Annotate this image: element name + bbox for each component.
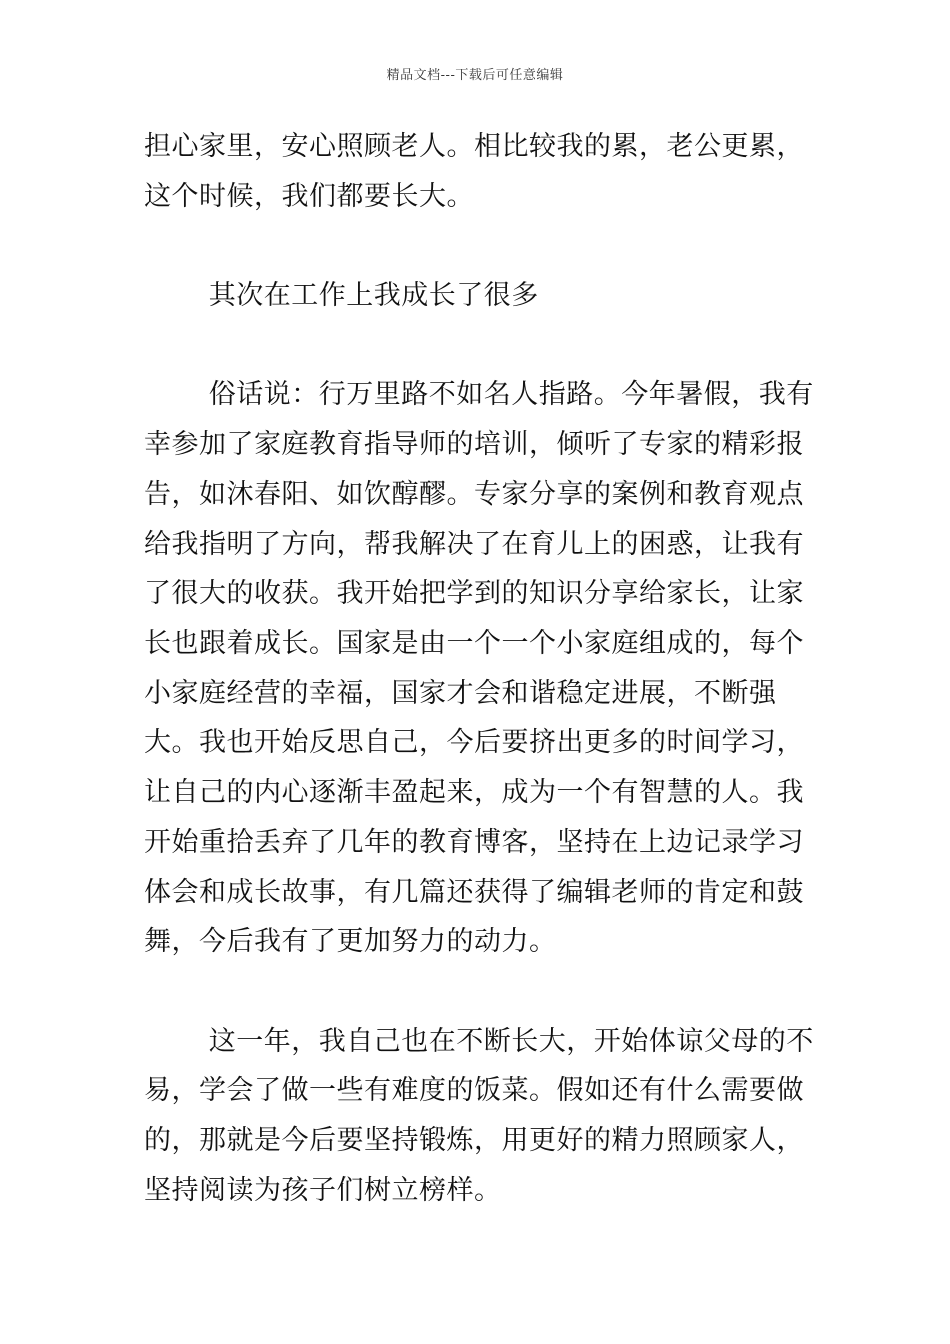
paragraph-gap: [144, 221, 816, 271]
paragraph-gap: [144, 321, 816, 371]
paragraph-1: 担心家里，安心照顾老人。相比较我的累，老公更累，这个时候，我们都要长大。: [144, 131, 804, 212]
section-heading: 其次在工作上我成长了很多: [208, 280, 539, 312]
paragraph-gap: [144, 967, 816, 1017]
document-body: [144, 122, 816, 1215]
paragraph-3: 这一年，我自己也在不断长大，开始体谅父母的不易，学会了做一些有难度的饭菜。假如还有什么需要做的，那就是今后要坚持锻炼，用更好的精力照顾家人，坚持阅读为孩子们树立榜样。: [144, 1025, 814, 1206]
page-header: 精品文档---下载后可任意编辑: [386, 68, 564, 83]
paragraph-2: 俗话说：行万里路不如名人指路。今年暑假，我有幸参加了家庭教育指导师的培训，倾听了专家的精彩报告，如沐春阳、如饮醇醪。专家分享的案例和教育观点给我指明了方向，帮我解决了在育儿上的困惑，让我有了很大的收获。我开始把学到的知识分享给家长，让家长也跟着成长。国家是由一个一个小家庭组成的，每个小家庭经营的幸福，国家才会和谐稳定进展，不断强大。我也开始反思自己，今后要挤出更多的时间学习，让自己的内心逐渐丰盈起来，成为一个有智慧的人。我开始重拾丢弃了几年的教育博客，坚持在上边记录学习体会和成长故事，有几篇还获得了编辑老师的肯定和鼓舞，今后我有了更加努力的动力。: [144, 379, 814, 958]
